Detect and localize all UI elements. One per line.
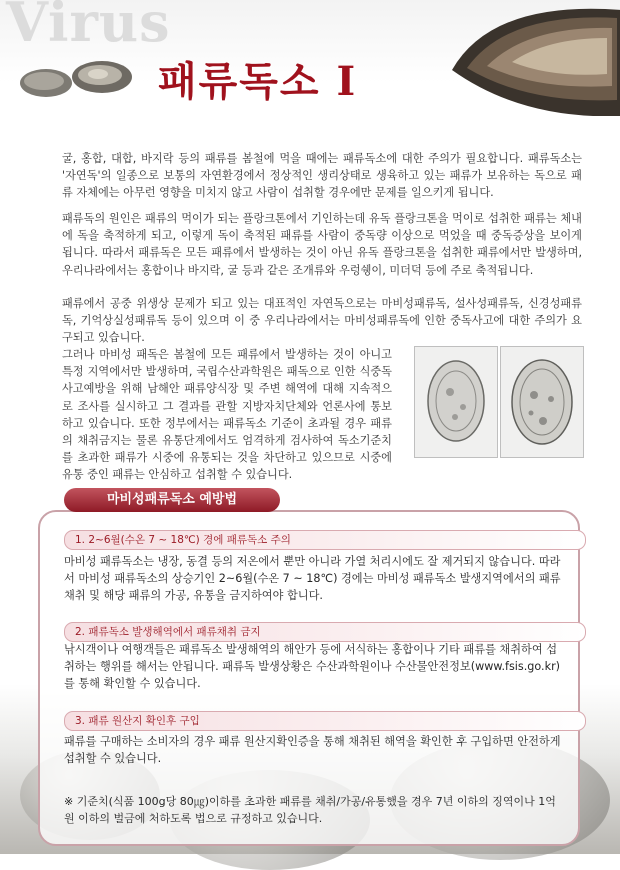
mussel-shell-image	[432, 0, 620, 116]
section-text-3: 패류를 구매하는 소비자의 경우 패류 원산지확인증을 통해 채취된 해역을 확인한 후 구입하면 안전하게 섭취할 수 있습니다.	[64, 735, 561, 766]
oyster-shells-image	[14, 55, 154, 105]
section-heading-label: 3. 패류 원산지 확인후 구입	[75, 715, 200, 727]
page-title: 패류독소 I	[158, 58, 358, 105]
section-heading-1	[64, 530, 586, 550]
section-heading-label: 1. 2~6월(수온 7 ~ 18℃) 경에 패류독소 주의	[75, 534, 291, 546]
intro-paragraph-3: 패류에서 공중 위생상 문제가 되고 있는 대표적인 자연독으로는 마비성패류독, 설사성패류독, 신경성패류독, 기억상실성패류독 등이 있으며 이 중 우리나라에서는 마비성패류독에 인한 중독사고에 대한 주의가 요구되고 있습니다.	[62, 297, 582, 345]
intro-paragraph-1: 굴, 홍합, 대합, 바지락 등의 패류를 봄철에 먹을 때에는 패류독소에 대한 주의가 필요합니다. 패류독소는 '자연독'의 일종으로 보통의 자연환경에서 정상적인 생리상태로 생육하고 있는 패류가 보유하는 독으로 패류 자체에는 아무런 영향을 미치지 않고 사람이 섭취할 경우에만 문제를 일으키게 됩니다.	[62, 152, 582, 200]
plankton-micrograph-2	[500, 346, 584, 458]
legal-note: ※ 기준치(식품 100g당 80㎍)이하를 초과한 패류를 채취/가공/유통했을 경우 7년 이하의 징역이나 1억원 이하의 벌금에 처하도록 법으로 규정하고 있습니다.	[64, 795, 556, 826]
virus-watermark: Virus	[6, 0, 171, 54]
header-banner	[0, 0, 620, 118]
prevention-title: 마비성패류독소 예방법	[64, 488, 280, 512]
intro-paragraph-4: 그러나 마비성 패독은 봄철에 모든 패류에서 발생하는 것이 아니고 특정 지역에서만 발생하며, 국립수산과학원은 패독으로 인한 식중독 사고예방을 위해 남해안 패류양식장 및 주변 해역에 대해 지속적으로 조사를 실시하고 그 결과를 관할 지방자치단체와 언론사에 통보하고 있습니다. 또한 정부에서는 패류독소 기준이 초과될 경우 패류의 채취금지는 물론 유통단계에서도 엄격하게 검사하여 독소기준치를 초과한 패류가 시중에 유통되는 것을 차단하고 있으므로 시중에 유통 중인 패류는 안심하고 섭취할 수 있습니다.	[62, 348, 392, 482]
section-text-2: 낚시객이나 여행객들은 패류독소 발생해역의 해안가 등에 서식하는 홍합이나 기타 패류를 채취하여 섭취하는 행위를 해서는 안됩니다. 패류독 발생상황은 수산과학원이나 수산물안전정보(www.fsis.go.kr)를 통해 확인할 수 있습니다.	[64, 643, 561, 691]
section-heading-2	[64, 622, 586, 642]
section-heading-label: 2. 패류독소 발생해역에서 패류채취 금지	[75, 626, 261, 638]
section-heading-3	[64, 711, 586, 731]
intro-paragraph-2: 패류독의 원인은 패류의 먹이가 되는 플랑크톤에서 기인하는데 유독 플랑크톤을 먹이로 섭취한 패류는 체내에 독을 축적하게 되고, 이렇게 독이 축적된 패류를 사람이 중독량 이상으로 먹었을 때 중독증상을 보이게 됩니다. 따라서 패류독은 모든 패류에서 발생하는 것이 아닌 유독 플랑크톤을 섭취한 패류에서만 발생하며, 우리나라에서는 홍합이나 바지락, 굴 등과 같은 조개류와 우렁쉥이, 미더덕 등에 주로 축적됩니다.	[62, 212, 582, 277]
plankton-micrograph-1	[414, 346, 498, 458]
section-text-1: 마비성 패류독소는 냉장, 동결 등의 저온에서 뿐만 아니라 가열 처리시에도 잘 제거되지 않습니다. 따라서 마비성 패류독소의 상승기인 2~6월(수온 7 ~ 18℃) 경에는 마비성 패류독소 발생지역에서의 패류 채취 및 해당 패류의 가공, 유통을 금지하여야 합니다.	[64, 555, 561, 603]
